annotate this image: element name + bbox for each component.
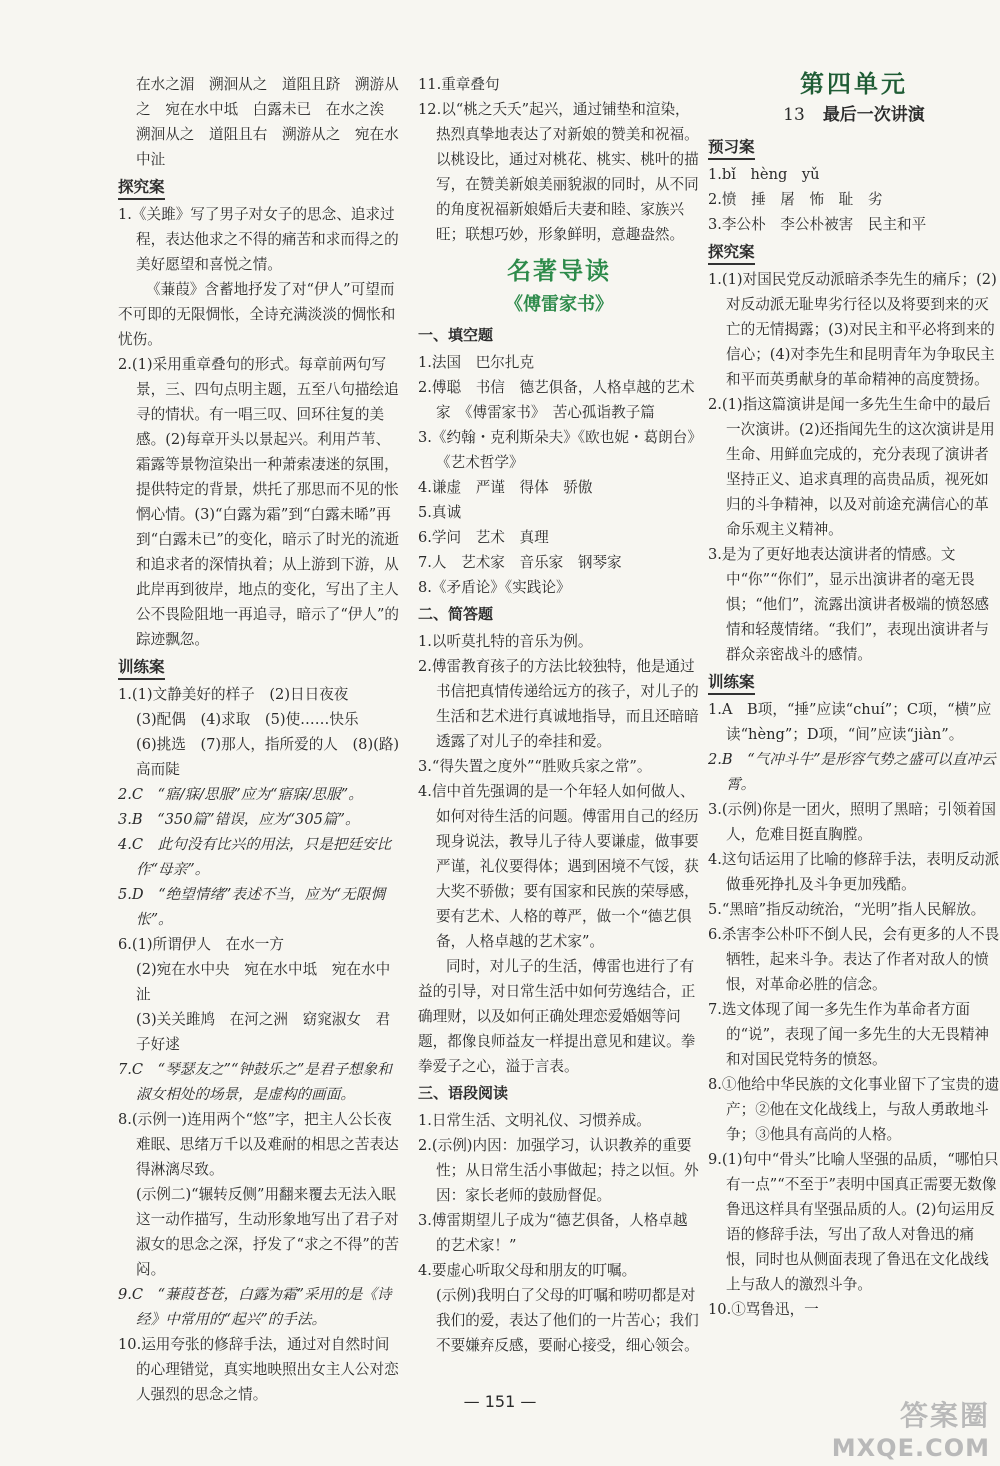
answer-item: 8.(示例一)连用两个“悠”字，把主人公长夜难眠、思绪万千以及难耐的相思之苦表达得淋漓尽致。 xyxy=(118,1111,399,1178)
answer-item: 1.(1)文静美好的样子 (2)日日夜夜 xyxy=(118,686,349,703)
section-heading-xunlian: 训练案 xyxy=(118,656,165,680)
watermark-url: MXQE.COM xyxy=(831,1434,990,1462)
subsection-heading: 三、语段阅读 xyxy=(418,1084,509,1102)
answer-item: 1.bǐ hèng yǔ xyxy=(708,166,820,183)
lesson-number: 13 xyxy=(783,105,805,125)
subsection-heading: 一、填空题 xyxy=(418,326,494,344)
right-column xyxy=(708,60,1000,1322)
answer-item: (3)配偶 (4)求取 (5)使……快乐 xyxy=(136,711,359,728)
answer-item: 11.重章叠句 xyxy=(418,76,500,93)
answer-item: (3)关关雎鸠 在河之洲 窈窕淑女 君子好逑 xyxy=(136,1011,391,1053)
answer-item: 4.要虚心听取父母和朋友的叮嘱。 xyxy=(418,1262,637,1279)
answer-item: 同时，对儿子的生活，傅雷也进行了有益的引导，对日常生活中如何劳逸结合，正确理财，以及如何正确处理恋爱婚姻等问题，都像良师益友一样提出意见和建议。拳拳爱子之心，溢于言表。 xyxy=(418,958,696,1075)
answer-item: 2.傅聪 书信 德艺俱备，人格卓越的艺术家 《傅雷家书》 苦心孤诣教子篇 xyxy=(418,379,695,421)
section-heading-yuxi: 预习案 xyxy=(708,136,755,160)
answer-item: (示例)我明白了父母的叮嘱和唠叨都是对我们的爱，表达了他们的一片苦心；我们不要嫌弃反感，要耐心接受，细心领会。 xyxy=(436,1287,699,1354)
answer-item: 《蒹葭》含蓄地抒发了对“伊人”可望而不可即的无限惆怅，全诗充满淡淡的惆怅和忧伤。 xyxy=(118,281,396,348)
lesson-title xyxy=(708,103,1000,128)
lesson-name: 最后一次讲演 xyxy=(822,105,925,125)
section-title: 名著导读 xyxy=(507,257,611,285)
answer-item: 8.①他给中华民族的文化事业留下了宝贵的遗产；②他在文化战线上，与敌人勇敢地斗争；③他具有高尚的人格。 xyxy=(708,1076,1000,1143)
middle-column xyxy=(418,72,700,1358)
book-title: 《傅雷家书》 xyxy=(505,294,613,315)
answer-item: 1.A B项，“捶”应读“chuí”；C项，“横”应读“hèng”；D项，“间”应读“jiàn”。 xyxy=(708,701,992,743)
answer-item: 3.《约翰・克利斯朵夫》《欧也妮・葛朗台》《艺术哲学》 xyxy=(418,429,695,471)
answer-item: 10.运用夸张的修辞手法，通过对自然时间的心理错觉，真实地映照出女主人公对恋人强烈的思念之情。 xyxy=(118,1336,399,1403)
answer-item: 2.(示例)内因：加强学习，认识教养的重要性；从日常生活小事做起；持之以恒。外因：家长老师的鼓励督促。 xyxy=(418,1137,699,1204)
section-heading-tanjiu: 探究案 xyxy=(118,176,165,200)
answer-item: 8.《矛盾论》《实践论》 xyxy=(418,579,571,596)
answer-item: 7.人 艺术家 音乐家 钢琴家 xyxy=(418,554,622,571)
answer-item: 6.杀害李公朴吓不倒人民，会有更多的人不畏牺牲，起来斗争。表达了作者对敌人的愤恨，对革命必胜的信念。 xyxy=(708,926,1000,993)
section-heading-xunlian: 训练案 xyxy=(708,671,755,695)
answer-item: 9.(1)句中“骨头”比喻人坚强的品质，“哪怕只有一点”“不至于”表明中国真正需要无数像鲁迅这样具有坚强品质的人。(2)句运用反语的修辞手法，写出了敌人对鲁迅的痛恨，同时也从侧面表现了鲁迅在文化战线上与敌人的激烈斗争。 xyxy=(708,1151,999,1293)
answer-item: 5.“黑暗”指反动统治，“光明”指人民解放。 xyxy=(708,901,986,918)
unit-title: 第四单元 xyxy=(800,70,908,98)
answer-item: 2.愤 捶 屠 怖 耻 劣 xyxy=(708,191,883,208)
watermark-logo xyxy=(830,1394,990,1460)
answer-item: 2.(1)采用重章叠句的形式。每章前两句写景，三、四句点明主题，五至八句描绘追寻的情状。有一唱三叹、回环往复的美感。(2)每章开头以景起兴。利用芦苇、霜露等景物渲染出一种萧索凄迷的氛围，提供特定的背景，烘托了那思而不见的怅惘心情。(3)“白露为霜”到“白露未晞”再到“白露未已”的变化，暗示了时光的流逝和追求者的深情执着；从上游到下游，从此岸再到彼岸，地点的变化，写出了主人公不畏险阻地一再追寻，暗示了“伊人”的踪迹飘忽。 xyxy=(118,356,400,648)
answer-item: 12.以“桃之夭夭”起兴，通过铺垫和渲染，热烈真挚地表达了对新娘的赞美和祝福。以桃设比，通过对桃花、桃实、桃叶的描写，在赞美新娘美丽貌淑的同时，从不同的角度祝福新娘婚后夫妻和睦、家族兴旺；联想巧妙，形象鲜明，意趣盎然。 xyxy=(418,101,699,243)
answer-item: 3.是为了更好地表达演讲者的情感。文中“你”“你们”，显示出演讲者的毫无畏惧；“他们”，流露出演讲者极端的愤怒感情和轻蔑情绪。“我们”，表现出演讲者与群众亲密战斗的感情。 xyxy=(708,546,990,663)
page-number: — 151 — xyxy=(463,1392,537,1411)
poem-line: 溯洄从之 道阻且右 溯游从之 宛在水 xyxy=(136,126,399,143)
answer-item: 3.傅雷期望儿子成为“德艺俱备，人格卓越的艺术家！” xyxy=(418,1212,688,1254)
answer-item: (6)挑选 (7)那人，指所爱的人 (8)(路)高而陡 xyxy=(136,736,400,778)
answer-item: 6.(1)所谓伊人 在水一方 xyxy=(118,936,284,953)
answer-item: 1.以听莫扎特的音乐为例。 xyxy=(418,633,593,650)
answer-item: 3.B “350篇”错误，应为“305篇”。 xyxy=(118,811,360,828)
answer-item: 1.(1)对国民党反动派暗杀李先生的痛斥；(2)对反动派无耻卑劣行径以及将要到来的灭亡的无情揭露；(3)对民主和平必将到来的信心；(4)对李先生和昆明青年为争取民主和平而英勇献身的革命精神的高度赞扬。 xyxy=(708,271,997,388)
answer-item: 1.《关雎》写了男子对女子的思念、追求过程，表达他求之不得的痛苦和求而得之的美好愿望和喜悦之情。 xyxy=(118,206,399,273)
answer-item: 10.①骂鲁迅，一 xyxy=(708,1301,819,1318)
left-column xyxy=(118,72,400,1407)
section-heading-tanjiu: 探究案 xyxy=(708,241,755,265)
subsection-heading: 二、简答题 xyxy=(418,605,494,623)
answer-item: 5.D “绝望情绪”表述不当，应为“无限惆怅”。 xyxy=(118,886,385,928)
answer-item: 2.(1)指这篇演讲是闻一多先生生命中的最后一次演讲。(2)还指闻先生的这次演讲是用生命、用鲜血完成的，充分表现了演讲者坚持正义、追求真理的高贵品质，视死如归的斗争精神，以及对前途充满信心的革命乐观主义精神。 xyxy=(708,396,995,538)
watermark-text: 答案圈 xyxy=(899,1399,990,1432)
answer-item: 7.C “琴瑟友之”“钟鼓乐之”是君子想象和淑女相处的场景，是虚构的画面。 xyxy=(118,1061,392,1103)
answer-item: 1.日常生活、文明礼仪、习惯养成。 xyxy=(418,1112,651,1129)
answer-item: 7.选文体现了闻一多先生作为革命者方面的“说”，表现了闻一多先生的大无畏精神和对国民党特务的愤怒。 xyxy=(708,1001,990,1068)
poem-line: 在水之湄 溯洄从之 道阻且跻 溯游从 xyxy=(136,76,399,93)
answer-item: 9.C “蒹葭苍苍，白露为霜”采用的是《诗经》中常用的“起兴”的手法。 xyxy=(118,1286,392,1328)
answer-item: 4.这句话运用了比喻的修辞手法，表明反动派做垂死挣扎及斗争更加残酷。 xyxy=(708,851,1000,893)
answer-item: 5.真诚 xyxy=(418,504,462,521)
answer-item: 2.C “寤/寐/思服”应为“寤寐/思服”。 xyxy=(118,786,363,803)
poem-line: 中沚 xyxy=(136,151,166,168)
answer-item: 3.“得失置之度外”“胜败兵家之常”。 xyxy=(418,758,652,775)
answer-item: 4.C 此句没有比兴的用法，只是把廷安比作“母亲”。 xyxy=(118,836,392,878)
answer-item: 4.信中首先强调的是一个年轻人如何做人、如何对待生活的问题。傅雷用自己的经历现身说法，教导儿子待人要谦虚，做事要严谨，礼仪要得体；遇到困境不气馁，获大奖不骄傲；要有国家和民族的荣辱感，要有艺术、人格的尊严，做一个“德艺俱备，人格卓越的艺术家”。 xyxy=(418,783,699,950)
answer-item: (示例二)“辗转反侧”用翻来覆去无法入眠这一动作描写，生动形象地写出了君子对淑女的思念之深，抒发了“求之不得”的苦闷。 xyxy=(136,1186,400,1278)
answer-item: 2.傅雷教育孩子的方法比较独特，他是通过书信把真情传递给远方的孩子，对儿子的生活和艺术进行真诚地指导，而且还暗暗透露了对儿子的牵挂和爱。 xyxy=(418,658,699,750)
answer-item: 3.李公朴 李公朴被害 民主和平 xyxy=(708,216,927,233)
poem-line: 之 宛在水中坻 白露未已 在水之涘 xyxy=(136,101,385,118)
answer-item: 1.法国 巴尔扎克 xyxy=(418,354,535,371)
answer-item: 3.(示例)你是一团火，照明了黑暗；引领着国人，危难目挺直胸膛。 xyxy=(708,801,997,843)
answer-item: 6.学问 艺术 真理 xyxy=(418,529,549,546)
answer-item: (2)宛在水中央 宛在水中坻 宛在水中沚 xyxy=(136,961,391,1003)
answer-item: 4.谦虚 严谨 得体 骄傲 xyxy=(418,479,593,496)
answer-item: 2.B “气冲斗牛”是形容气势之盛可以直冲云霄。 xyxy=(708,751,996,793)
